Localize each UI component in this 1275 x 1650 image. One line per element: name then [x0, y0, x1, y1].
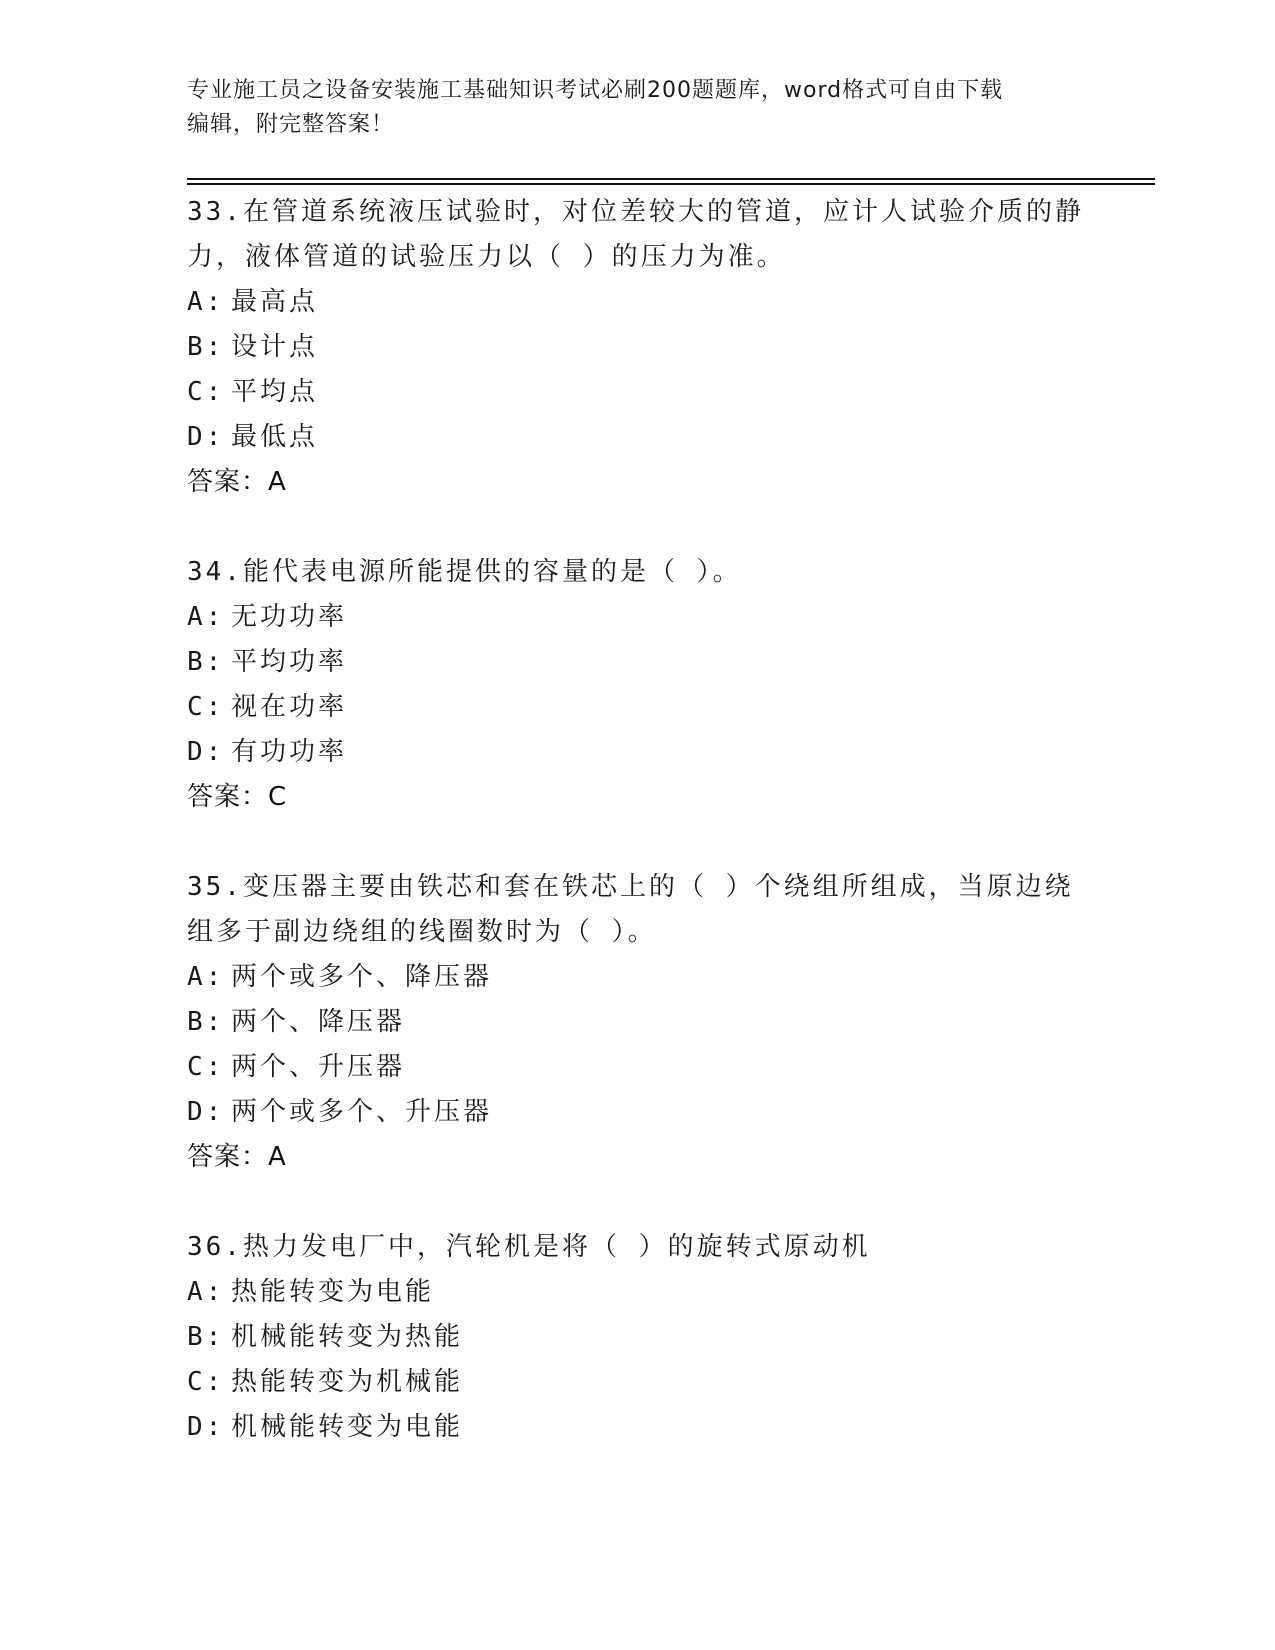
question-stem-line: 34.能代表电源所能提供的容量的是（ ）。: [187, 557, 742, 587]
option-text: 热能转变为机械能: [231, 1367, 464, 1397]
question-stem: [187, 550, 1087, 595]
option-letter: A:: [187, 1277, 225, 1307]
option-letter: A:: [187, 287, 225, 317]
option-text: 无功功率: [231, 602, 348, 632]
option-text: 两个、降压器: [231, 1007, 406, 1037]
option-letter: B:: [187, 332, 225, 362]
question-34: [187, 550, 1087, 820]
option-letter: A:: [187, 602, 225, 632]
option-d: [187, 1090, 1087, 1135]
question-list: [187, 190, 1087, 1450]
option-text: 两个、升压器: [231, 1052, 406, 1082]
question-stem-line: 36.热力发电厂中，汽轮机是将（ ）的旋转式原动机: [187, 1232, 871, 1262]
option-d: [187, 730, 1087, 775]
option-text: 最高点: [231, 287, 319, 317]
option-d: [187, 1405, 1087, 1450]
option-text: 机械能转变为电能: [231, 1412, 464, 1442]
question-36: [187, 1225, 1087, 1450]
header-title-line-1: 专业施工员之设备安装施工基础知识考试必刷200题题库，word格式可自由下载: [187, 78, 1004, 103]
option-text: 最低点: [231, 422, 319, 452]
option-letter: C:: [187, 1052, 225, 1082]
option-letter: A:: [187, 962, 225, 992]
question-35: [187, 865, 1087, 1180]
spacer: [187, 820, 1087, 865]
option-letter: D:: [187, 1097, 225, 1127]
option-text: 机械能转变为热能: [231, 1322, 464, 1352]
header-title-line-2: 编辑，附完整答案！: [187, 112, 395, 137]
option-a: [187, 595, 1087, 640]
option-text: 设计点: [231, 332, 319, 362]
option-text: 两个或多个、降压器: [231, 962, 493, 992]
option-letter: D:: [187, 737, 225, 767]
spacer: [187, 505, 1087, 550]
question-stem-line: 33.在管道系统液压试验时，对位差较大的管道，应计人试验介质的静: [187, 197, 1084, 227]
question-33: [187, 190, 1087, 505]
question-stem: [187, 1225, 1087, 1270]
option-letter: C:: [187, 692, 225, 722]
question-stem-line: 组多于副边绕组的线圈数时为（ ）。: [187, 917, 657, 947]
option-c: [187, 685, 1087, 730]
option-text: 有功功率: [231, 737, 348, 767]
option-c: [187, 370, 1087, 415]
option-text: 两个或多个、升压器: [231, 1097, 493, 1127]
option-c: [187, 1045, 1087, 1090]
option-letter: C:: [187, 1367, 225, 1397]
option-text: 热能转变为电能: [231, 1277, 435, 1307]
option-a: [187, 1270, 1087, 1315]
question-stem: [187, 865, 1087, 955]
option-b: [187, 325, 1087, 370]
option-b: [187, 1315, 1087, 1360]
option-text: 平均点: [231, 377, 319, 407]
answer-line: 答案：C: [187, 782, 288, 812]
option-a: [187, 955, 1087, 1000]
spacer: [187, 1180, 1087, 1225]
option-letter: D:: [187, 1412, 225, 1442]
option-c: [187, 1360, 1087, 1405]
option-b: [187, 1000, 1087, 1045]
option-letter: B:: [187, 1007, 225, 1037]
header-divider-bottom: [187, 183, 1155, 185]
header-divider-top: [187, 178, 1155, 180]
answer-line: 答案：A: [187, 467, 287, 497]
option-d: [187, 415, 1087, 460]
question-stem: [187, 190, 1087, 280]
option-letter: D:: [187, 422, 225, 452]
answer-line: 答案：A: [187, 1142, 287, 1172]
option-text: 视在功率: [231, 692, 348, 722]
option-b: [187, 640, 1087, 685]
option-letter: B:: [187, 647, 225, 677]
document-header: [187, 74, 1067, 142]
question-stem-line: 力，液体管道的试验压力以（ ）的压力为准。: [187, 242, 786, 272]
option-text: 平均功率: [231, 647, 348, 677]
option-a: [187, 280, 1087, 325]
option-letter: B:: [187, 1322, 225, 1352]
question-stem-line: 35.变压器主要由铁芯和套在铁芯上的（ ）个绕组所组成，当原边绕: [187, 872, 1074, 902]
option-letter: C:: [187, 377, 225, 407]
